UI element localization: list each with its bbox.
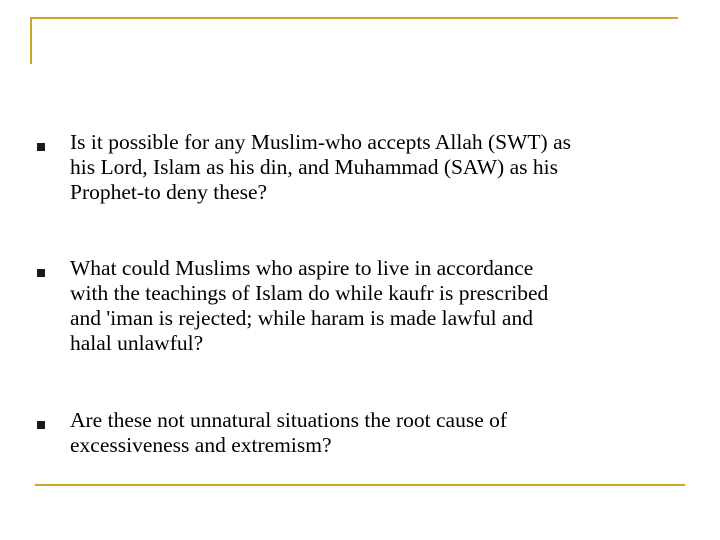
square-bullet-icon — [37, 143, 45, 151]
left-frame-line — [30, 17, 32, 64]
list-item-text: Is it possible for any Muslim-who accepts Allah (SWT) as his Lord, Islam as his din, and Muhammad (SAW) as his Prophet-to deny these? — [70, 130, 571, 204]
square-bullet-icon — [37, 269, 45, 277]
list-item-text: Are these not unnatural situations the root cause of excessiveness and extremism? — [70, 408, 508, 457]
square-bullet-icon — [37, 421, 45, 429]
list-item-text: What could Muslims who aspire to live in accordance with the teachings of Islam do while kaufr is prescribed and 'iman is rejected; while haram is made lawful and halal unlawful? — [70, 256, 549, 355]
top-frame-line — [30, 17, 678, 19]
bottom-frame-line — [35, 484, 685, 486]
